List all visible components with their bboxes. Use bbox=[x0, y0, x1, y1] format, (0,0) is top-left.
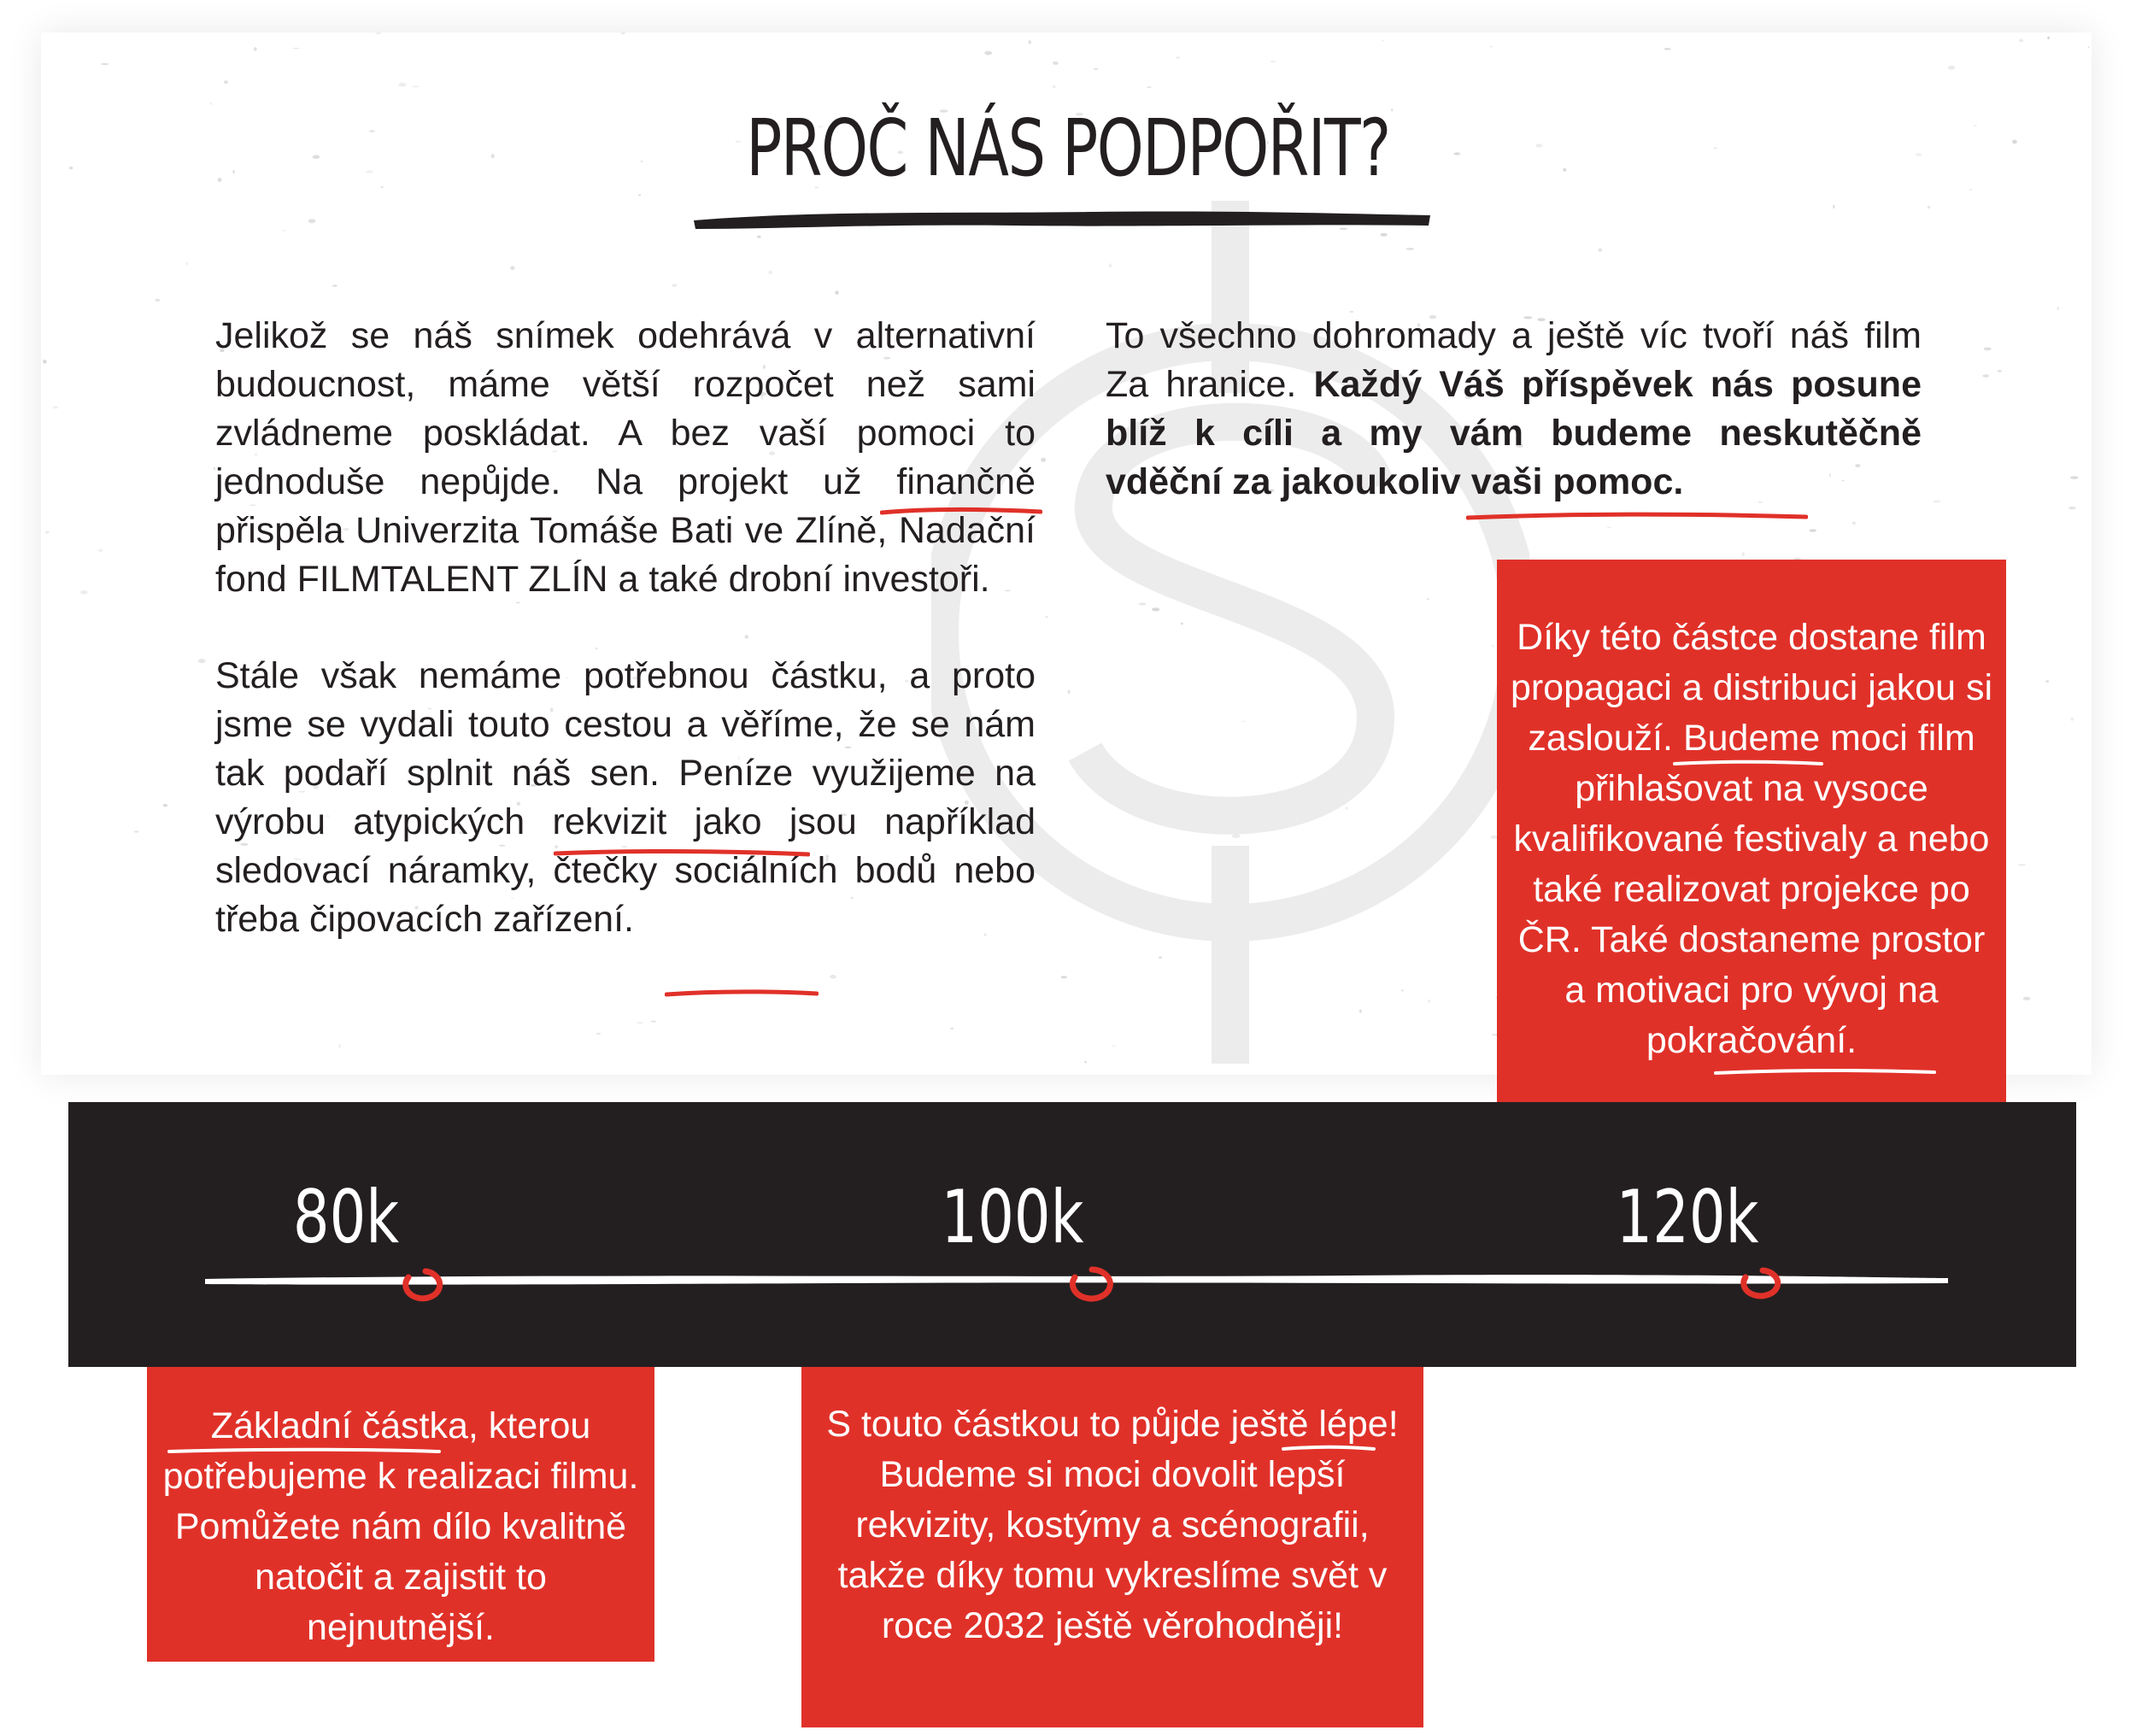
right-text-bold: Každý Váš příspěvek nás posune blíž k cíli a my vám budeme neskutěčně vděční za jakoukoliv vaši pomoc. bbox=[1106, 364, 1922, 502]
right-text-normal: To všechno dohromady a ještě víc tvoří náš film Za hranice. bbox=[1106, 315, 1922, 405]
underline-jeste bbox=[1282, 1444, 1376, 1454]
underline-financne bbox=[880, 506, 1042, 518]
underline-zakladni-castka bbox=[167, 1446, 441, 1457]
milestone-label-120k: 120k bbox=[1616, 1175, 1759, 1260]
timeline-line bbox=[68, 1102, 2076, 1367]
underline-splnit bbox=[554, 847, 810, 859]
milestone-card-80k bbox=[147, 1358, 654, 1662]
milestone-card-120k bbox=[1497, 560, 2006, 1106]
milestone-text-120k: Díky této částce dostane film propagaci a distribuci jakou si zaslouží. Budeme moci film přihlašovat na vysoce kvalifikované festivaly a nebo také realizovat projekce po ČR. Také dostaneme prostor a motivaci pro vývoj na pokračování. bbox=[1510, 617, 1993, 1061]
left-paragraph-1: Jelikož se náš snímek odehrává v alternativní budoucnost, máme větší rozpočet než sami zvládneme poskládat. A bez vaší pomoci to jednoduše nepůjde. Na projekt už finančně přispěla Univerzita Tomáše Bati ve Zlíně, Nadační fond FILMTALENT ZLÍN a také drobní investoři. bbox=[215, 315, 1036, 600]
underline-zaslouzi bbox=[1673, 759, 1823, 769]
milestone-label-100k: 100k bbox=[941, 1175, 1084, 1260]
page-title: PROČ NÁS PODPOŘIT? bbox=[746, 103, 1390, 194]
milestone-text-80k: Základní částka, kterou potřebujeme k realizaci filmu. Pomůžete nám dílo kvalitně natočit a zajistit to nejnutnější. bbox=[162, 1405, 639, 1648]
right-column bbox=[1106, 312, 1922, 507]
underline-jakoukoliv bbox=[1466, 511, 1808, 523]
timeline-band bbox=[68, 1102, 2076, 1367]
underline-pokracovani bbox=[1714, 1066, 1936, 1078]
underline-cipovacich bbox=[665, 988, 819, 1000]
milestone-text-100k: S touto částkou to půjde ještě lépe! Budeme si moci dovolit lepší rekvizity, kostýmy a scénografii, takže díky tomu vykreslíme svět v roce 2032 ještě věrohodněji! bbox=[826, 1404, 1399, 1646]
circle-marker-icon-80k bbox=[406, 1271, 440, 1299]
milestone-card-100k bbox=[801, 1358, 1423, 1727]
circle-marker-icon-100k bbox=[1072, 1270, 1110, 1299]
milestone-label-80k: 80k bbox=[292, 1175, 400, 1260]
left-paragraph-2: Stále však nemáme potřebnou částku, a proto jsme se vydali touto cestou a věříme, že se nám tak podaří splnit náš sen. Peníze využijeme na výrobu atypických rekvizit jako jsou například sledovací náramky, čtečky sociálních bodů nebo třeba čipovacích zařízení. bbox=[215, 655, 1036, 940]
title-brush-underline bbox=[690, 203, 1434, 234]
